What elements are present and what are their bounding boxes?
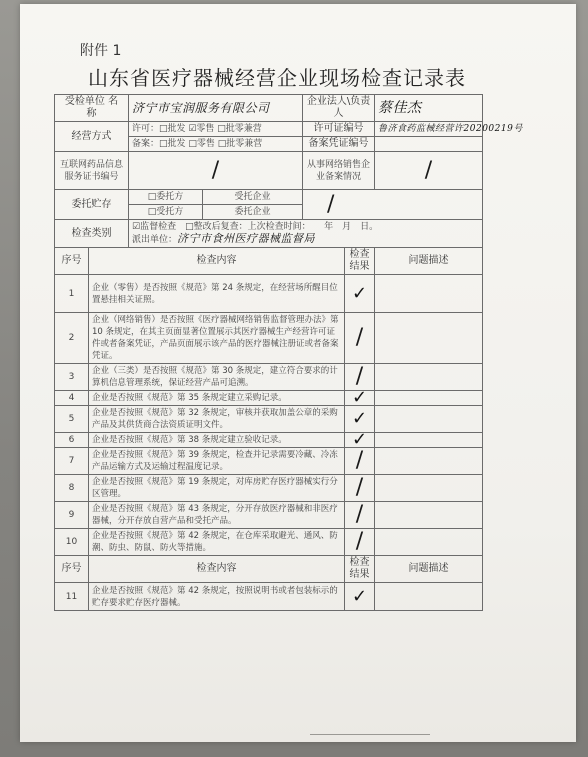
inspection-type-label: 检查类别 <box>55 220 129 248</box>
record-options: 备案：□批发 □零售 □批零兼营 <box>129 137 303 152</box>
unit-name-label: 受检单位 名 称 <box>55 95 129 122</box>
row-problem-description <box>375 391 483 406</box>
entrust-storage-label: 委托贮存 <box>55 190 129 220</box>
table-row <box>55 433 483 448</box>
row-result-mark: / <box>345 313 375 364</box>
row-problem-description <box>375 583 483 611</box>
row-result-mark: / <box>345 364 375 391</box>
footer-line <box>310 734 430 735</box>
business-mode-label: 经营方式 <box>55 122 129 152</box>
column-header-result-2: 检查结果 <box>345 556 375 583</box>
row-problem-description <box>375 313 483 364</box>
column-header-problem-2: 问题描述 <box>375 556 483 583</box>
row-result-mark: ✓ <box>345 391 375 406</box>
row-problem-description <box>375 433 483 448</box>
row-result-mark: ✓ <box>345 433 375 448</box>
row-number: 9 <box>55 502 89 529</box>
internet-cert-label: 互联网药品信息服务证书编号 <box>55 152 129 190</box>
internet-cert-value: / <box>129 152 303 190</box>
row-number: 2 <box>55 313 89 364</box>
column-header-number: 序号 <box>55 248 89 275</box>
row-content: 企业（零售）是否按照《规范》第 24 条规定，在经营场所醒目位置悬挂相关证照。 <box>89 275 345 313</box>
row-content: 企业是否按照《规范》第 39 条规定，检查并记录需要冷藏、冷冻产品运输方式及运输过程温度记录。 <box>89 448 345 475</box>
check-items-continued <box>55 583 483 611</box>
row-content: 企业是否按照《规范》第 38 条规定建立验收记录。 <box>89 433 345 448</box>
table-row <box>55 529 483 556</box>
unit-name-value: 济宁市宝润服务有限公司 <box>129 95 303 122</box>
row-content: 企业是否按照《规范》第 42 条规定，按照说明书或者包装标示的贮存要求贮存医疗器械。 <box>89 583 345 611</box>
row-problem-description <box>375 364 483 391</box>
table-row <box>55 364 483 391</box>
row-content: 企业是否按照《规范》第 32 条规定，审核并获取加盖公章的采购产品及其供货商合法资质证明文件。 <box>89 406 345 433</box>
table-row <box>55 391 483 406</box>
column-header-content: 检查内容 <box>89 248 345 275</box>
row-content: 企业是否按照《规范》第 43 条规定，分开存放医疗器械和非医疗器械，分开存放自营产品和受托产品。 <box>89 502 345 529</box>
table-row <box>55 502 483 529</box>
row-number: 5 <box>55 406 89 433</box>
record-number-label: 备案凭证编号 <box>303 137 375 152</box>
table-row <box>55 313 483 364</box>
entrust-company-b-label: 委托企业 <box>203 205 303 220</box>
legal-person-label: 企业法人\负责人 <box>303 95 375 122</box>
table-row <box>55 406 483 433</box>
inspection-type-cell <box>129 220 483 248</box>
table-row <box>55 275 483 313</box>
row-number: 8 <box>55 475 89 502</box>
entrust-company-a-label: 受托企业 <box>203 190 303 205</box>
row-problem-description <box>375 448 483 475</box>
dispatch-unit <box>132 233 479 246</box>
row-result-mark: / <box>345 529 375 556</box>
row-number: 3 <box>55 364 89 391</box>
row-content: 企业是否按照《规范》第 42 条规定，在仓库采取避光、通风、防潮、防虫、防鼠、防火等措施。 <box>89 529 345 556</box>
row-content: 企业是否按照《规范》第 19 条规定，对库房贮存医疗器械实行分区管理。 <box>89 475 345 502</box>
row-result-mark: ✓ <box>345 275 375 313</box>
entrust-option-b: □受托方 <box>129 205 203 220</box>
row-content: 企业（网络销售）是否按照《医疗器械网络销售监督管理办法》第 10 条规定，在其主页面显著位置展示其医疗器械生产经营许可证件或者备案凭证，产品页面展示该产品的医疗器械注册证或者备案凭证。 <box>89 313 345 364</box>
check-items <box>55 275 483 556</box>
row-number: 4 <box>55 391 89 406</box>
row-number: 1 <box>55 275 89 313</box>
table-row <box>55 448 483 475</box>
license-number-label: 许可证编号 <box>303 122 375 137</box>
row-number: 7 <box>55 448 89 475</box>
license-options: 许可：□批发 ☑零售 □批零兼营 <box>129 122 303 137</box>
row-problem-description <box>375 502 483 529</box>
row-number: 6 <box>55 433 89 448</box>
attachment-label: 附件 1 <box>80 43 122 59</box>
row-problem-description <box>375 275 483 313</box>
row-result-mark: ✓ <box>345 583 375 611</box>
entrust-value: / <box>303 190 483 220</box>
row-content: 企业（三类）是否按照《规范》第 30 条规定，建立符合要求的计算机信息管理系统，保证经营产品可追溯。 <box>89 364 345 391</box>
row-content: 企业是否按照《规范》第 35 条规定建立采购记录。 <box>89 391 345 406</box>
online-sales-label: 从事网络销售企业备案情况 <box>303 152 375 190</box>
column-header-result: 检查结果 <box>345 248 375 275</box>
row-result-mark: ✓ <box>345 406 375 433</box>
legal-person-value: 蔡佳杰 <box>375 95 483 122</box>
row-result-mark: / <box>345 475 375 502</box>
row-problem-description <box>375 475 483 502</box>
inspection-type-options: ☑监督检查 □整改后复查：上次检查时间： 年 月 日。 <box>132 222 379 232</box>
row-result-mark: / <box>345 502 375 529</box>
row-problem-description <box>375 529 483 556</box>
column-header-problem: 问题描述 <box>375 248 483 275</box>
online-sales-value: / <box>375 152 483 190</box>
record-number-value <box>375 137 483 152</box>
inspection-form-table <box>54 94 523 611</box>
table-row <box>55 583 483 611</box>
table-row <box>55 475 483 502</box>
column-header-content-2: 检查内容 <box>89 556 345 583</box>
row-number: 11 <box>55 583 89 611</box>
column-header-number-2: 序号 <box>55 556 89 583</box>
row-number: 10 <box>55 529 89 556</box>
row-result-mark: / <box>345 448 375 475</box>
dispatch-unit-value: 济宁市食州医疗器械监督局 <box>177 232 316 245</box>
row-problem-description <box>375 406 483 433</box>
license-number-value: 鲁济食药监械经营许20200219号 <box>375 122 483 137</box>
entrust-option-a: □委托方 <box>129 190 203 205</box>
document-title: 山东省医疗器械经营企业现场检查记录表 <box>88 66 466 90</box>
dispatch-unit-label: 派出单位： <box>132 235 178 245</box>
